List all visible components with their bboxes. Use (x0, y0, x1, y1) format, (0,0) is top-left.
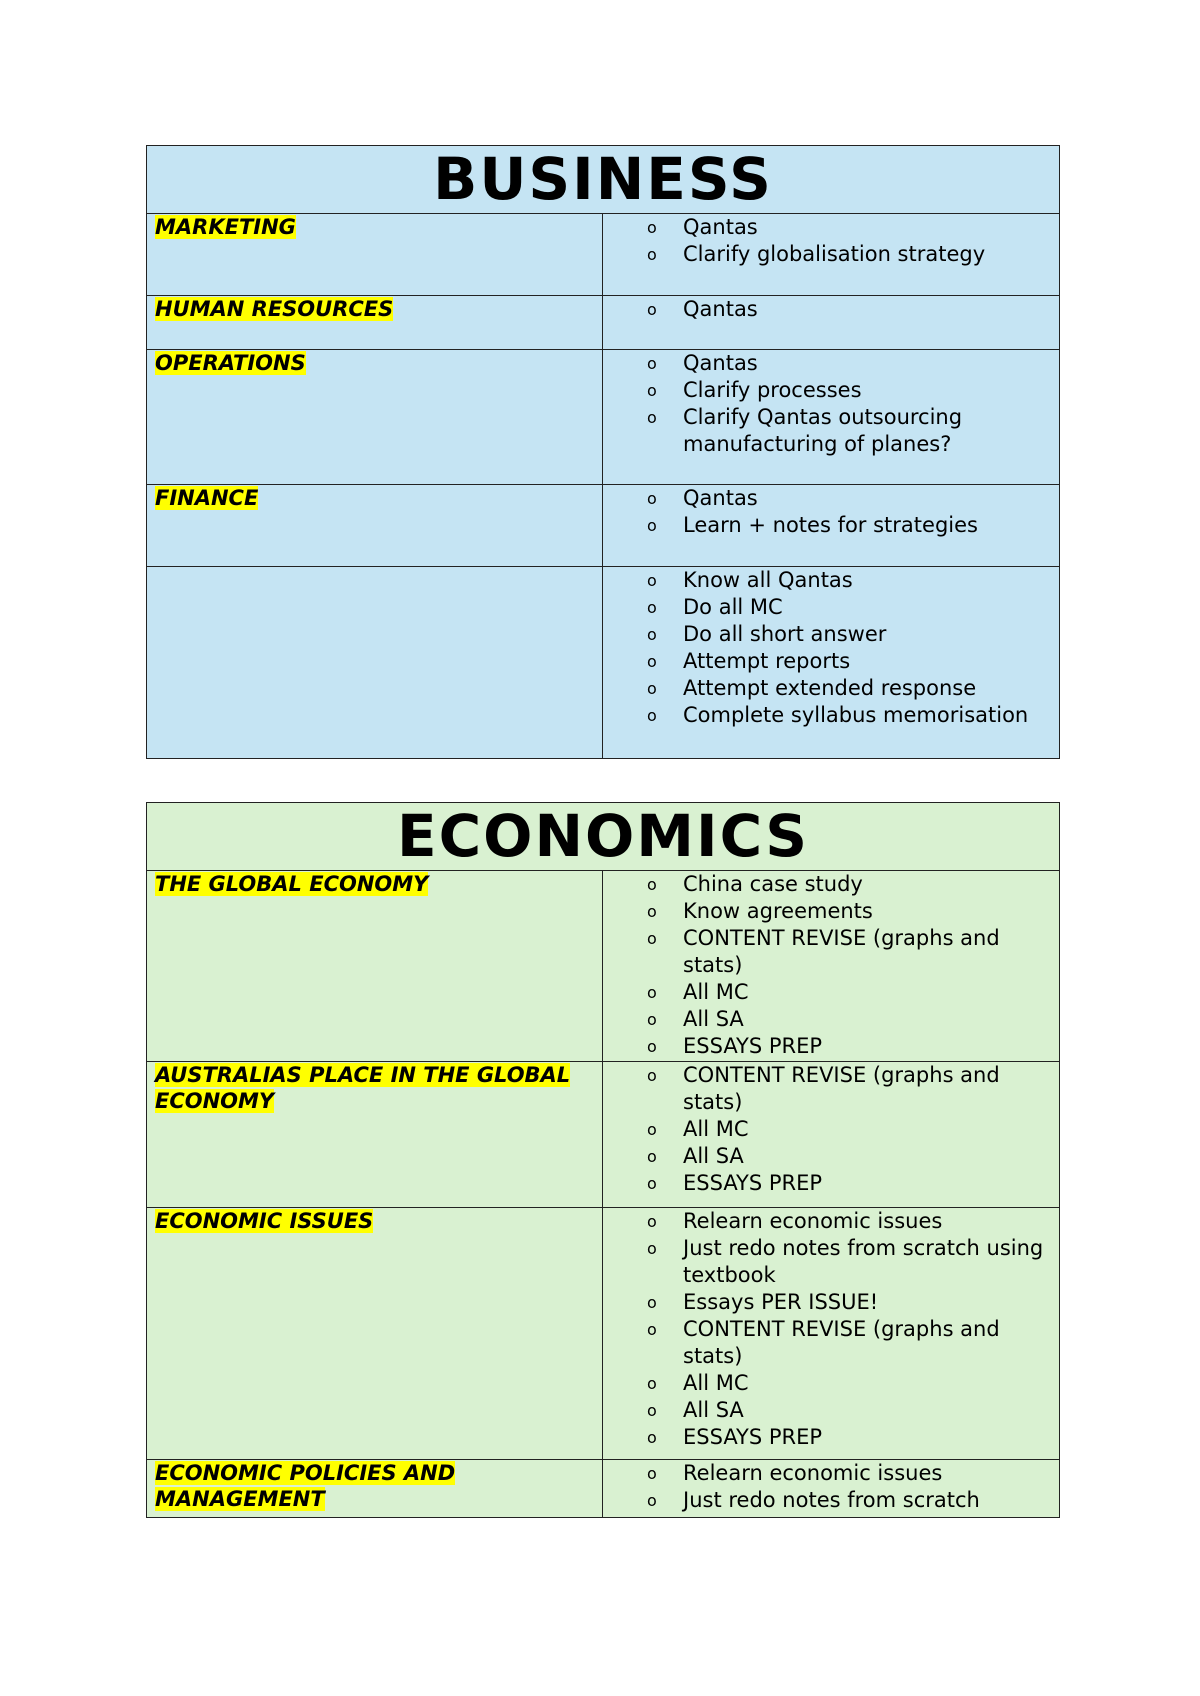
bullet-icon: o (647, 1374, 657, 1393)
list-item: o Attempt extended response (647, 676, 977, 700)
list-item: o All MC (647, 1117, 749, 1141)
list-item: o Know agreements (647, 899, 873, 923)
bullet-icon: o (647, 902, 657, 921)
topic-cell (147, 1208, 603, 1460)
topic-label-human-resources: HUMAN RESOURCES (155, 297, 394, 321)
bullet-icon: o (647, 571, 657, 590)
topic-label-economic-policies: ECONOMIC POLICIES AND MANAGEMENT (155, 1461, 456, 1511)
topic-label-global-economy: THE GLOBAL ECONOMY (155, 872, 429, 896)
topic-label-operations: OPERATIONS (155, 351, 306, 375)
list-item: o Do all MC (647, 595, 783, 619)
items-cell (603, 871, 1060, 1062)
bullet-icon: o (647, 1212, 657, 1231)
item-list (603, 567, 1053, 729)
list-item: o Clarify globalisation strategy (647, 242, 986, 266)
bullet-icon: o (647, 929, 657, 948)
bullet-icon: o (647, 1120, 657, 1139)
bullet-icon: o (647, 1174, 657, 1193)
list-item: o Qantas (647, 215, 758, 239)
economics-table (146, 802, 1060, 1518)
topic-label-finance: FINANCE (155, 486, 259, 510)
list-item: o Know all Qantas (647, 568, 853, 592)
bullet-icon: o (647, 598, 657, 617)
bullet-icon: o (647, 652, 657, 671)
bullet-icon: o (647, 489, 657, 508)
list-item: o Clarify Qantas outsourcing manufacturing of planes? (647, 405, 963, 456)
list-item: o Just redo notes from scratch (647, 1488, 980, 1512)
topic-cell (147, 485, 603, 567)
items-cell (603, 350, 1060, 485)
list-item: o Learn + notes for strategies (647, 513, 978, 537)
list-item: o Just redo notes from scratch using textbook (647, 1236, 1044, 1287)
topic-cell (147, 1460, 603, 1518)
list-item: o Qantas (647, 297, 758, 321)
items-cell (603, 214, 1060, 296)
bullet-icon: o (647, 1037, 657, 1056)
list-item: o Essays PER ISSUE! (647, 1290, 879, 1314)
list-item: o CONTENT REVISE (graphs and stats) (647, 1063, 1000, 1114)
item-list (603, 214, 1053, 268)
bullet-icon: o (647, 1464, 657, 1483)
list-item: o Relearn economic issues (647, 1461, 943, 1485)
item-list (603, 1460, 1053, 1514)
bullet-icon: o (647, 354, 657, 373)
bullet-icon: o (647, 625, 657, 644)
bullet-icon: o (647, 1491, 657, 1510)
topic-cell (147, 871, 603, 1062)
list-item: o Complete syllabus memorisation (647, 703, 1029, 727)
bullet-icon: o (647, 679, 657, 698)
list-item: o Qantas (647, 351, 758, 375)
list-item: o Qantas (647, 486, 758, 510)
item-list (603, 1208, 1053, 1451)
bullet-icon: o (647, 1428, 657, 1447)
topic-cell (147, 567, 603, 759)
item-list (603, 1062, 1053, 1197)
items-cell (603, 1460, 1060, 1518)
list-item: o All SA (647, 1398, 744, 1422)
bullet-icon: o (647, 706, 657, 725)
bullet-icon: o (647, 408, 657, 427)
topic-cell (147, 350, 603, 485)
list-item: o All SA (647, 1144, 744, 1168)
bullet-icon: o (647, 1147, 657, 1166)
items-cell (603, 1062, 1060, 1208)
list-item: o ESSAYS PREP (647, 1425, 823, 1449)
list-item: o Relearn economic issues (647, 1209, 943, 1233)
topic-cell (147, 214, 603, 296)
list-item: o All SA (647, 1007, 744, 1031)
list-item: o Do all short answer (647, 622, 887, 646)
bullet-icon: o (647, 1401, 657, 1420)
items-cell (603, 567, 1060, 759)
bullet-icon: o (647, 983, 657, 1002)
bullet-icon: o (647, 1010, 657, 1029)
list-item: o Attempt reports (647, 649, 851, 673)
list-item: o China case study (647, 872, 863, 896)
topic-label-marketing: MARKETING (155, 215, 296, 239)
item-list (603, 871, 1053, 1060)
item-list (603, 485, 1053, 539)
topic-cell (147, 296, 603, 350)
list-item: o Clarify processes (647, 378, 862, 402)
bullet-icon: o (647, 381, 657, 400)
items-cell (603, 1208, 1060, 1460)
list-item: o CONTENT REVISE (graphs and stats) (647, 926, 1000, 977)
bullet-icon: o (647, 1320, 657, 1339)
bullet-icon: o (647, 1239, 657, 1258)
topic-cell (147, 1062, 603, 1208)
bullet-icon: o (647, 875, 657, 894)
bullet-icon: o (647, 516, 657, 535)
items-cell (603, 296, 1060, 350)
bullet-icon: o (647, 1066, 657, 1085)
bullet-icon: o (647, 1293, 657, 1312)
list-item: o ESSAYS PREP (647, 1171, 823, 1195)
items-cell (603, 485, 1060, 567)
economics-title: ECONOMICS (147, 803, 1060, 871)
topic-label-economic-issues: ECONOMIC ISSUES (155, 1209, 374, 1233)
list-item: o CONTENT REVISE (graphs and stats) (647, 1317, 1000, 1368)
bullet-icon: o (647, 245, 657, 264)
item-list (603, 350, 1053, 458)
bullet-icon: o (647, 218, 657, 237)
business-title: BUSINESS (147, 146, 1060, 214)
business-table (146, 145, 1060, 759)
bullet-icon: o (647, 300, 657, 319)
list-item: o ESSAYS PREP (647, 1034, 823, 1058)
list-item: o All MC (647, 1371, 749, 1395)
item-list (603, 296, 1053, 323)
topic-label-australias-place: AUSTRALIAS PLACE IN THE GLOBAL ECONOMY (155, 1063, 571, 1113)
list-item: o All MC (647, 980, 749, 1004)
